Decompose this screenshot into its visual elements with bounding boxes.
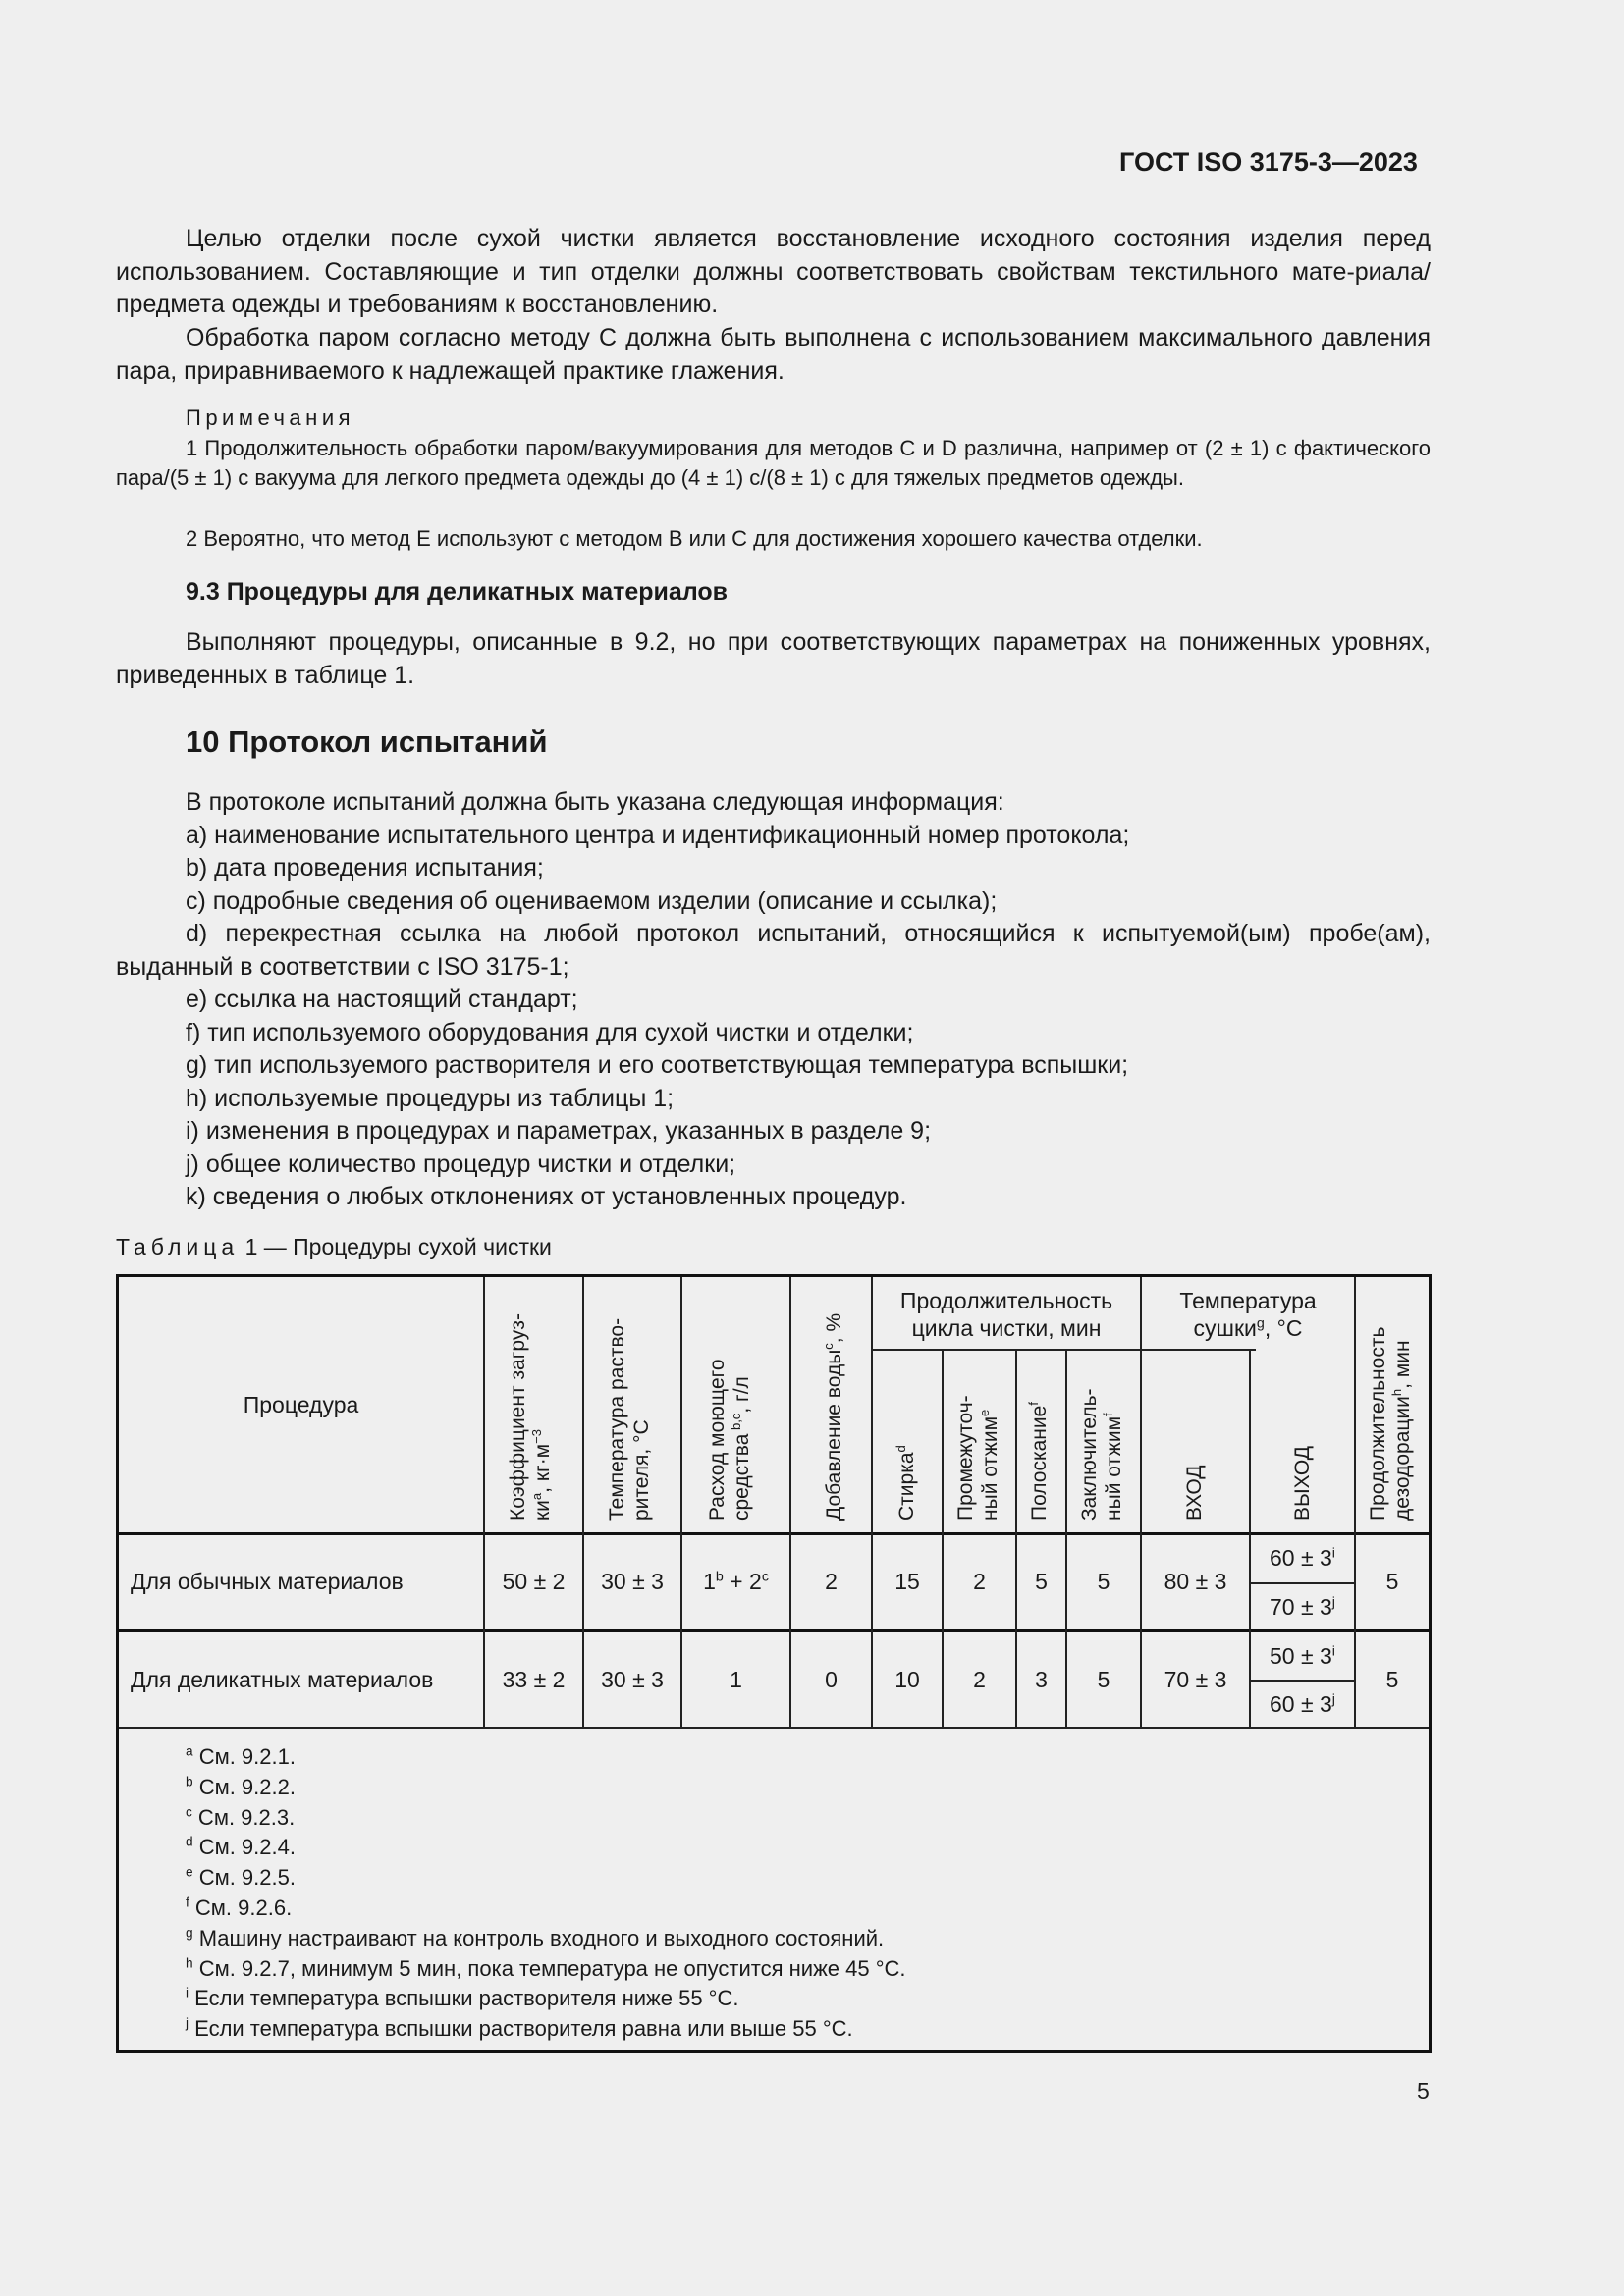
list-item: j) общее количество процедур чистки и отделки; xyxy=(186,1149,736,1178)
list-item: k) сведения о любых отклонениях от установленных процедур. xyxy=(186,1183,907,1210)
cell-temp: 30 ± 3 xyxy=(601,1666,664,1692)
list-item: b) дата проведения испытания; xyxy=(186,854,544,881)
cell-water: 0 xyxy=(825,1666,838,1692)
paragraph-finishing-purpose: Целью отделки после сухой чистки является восстановление исходного состояния изделия перед использованием. Составляющие и тип отделки должны соответствовать свойствам текстильного мате-риала/предмета одежды и требованиям к восстановлению. xyxy=(116,225,1431,318)
header-drying-temperature: Температура сушки$^g$, °C xyxy=(1179,1288,1317,1341)
note-1: 1 Продолжительность обработки паром/вакуумирования для методов C и D различна, например от (2 ± 1) с фактического пара/(5 ± 1) с вакуума для легкого предмета одежды до (4 ± 1) с/(8 ± 1) с для тяжелых предметов одежды. xyxy=(116,436,1431,490)
list-item: h) используемые процедуры из таблицы 1; xyxy=(186,1084,675,1112)
cell-inlet: 80 ± 3 xyxy=(1164,1569,1227,1594)
subsection-title-9-3: 9.3 Процедуры для деликатных материалов xyxy=(186,578,729,606)
list-item: c) подробные сведения об оцениваемом изделии (описание и ссылка); xyxy=(186,886,998,915)
header-detergent-consumption: Расход моющего средства $^{b,c}$, г/л xyxy=(706,1359,753,1521)
list-item: d) перекрестная ссылка на любой протокол испытаний, относящийся к испытуемой(ым) пробе(ам), выданный в соответствии с ISO 3175-1; xyxy=(116,920,1431,981)
cell-wash: 10 xyxy=(894,1666,920,1692)
table-caption-word: Таблица xyxy=(116,1234,240,1259)
header-outlet: ВЫХОД xyxy=(1291,1445,1314,1521)
cell-detergent: 1 xyxy=(730,1666,742,1692)
header-intermediate-spin: Промежуточ- ный отжим$^e$ xyxy=(954,1395,1001,1521)
header-final-spin: Заключитель- ный отжим$^f$ xyxy=(1078,1388,1125,1521)
grid-line xyxy=(119,1727,1429,1729)
header-solvent-temperature: Температура раство- рителя, °C xyxy=(606,1317,653,1521)
cell-outlet-1: $60 \pm 3^i$ xyxy=(1270,1545,1335,1571)
row-procedure-name: Для деликатных материалов xyxy=(131,1666,434,1692)
footnote: $^d$ См. 9.2.4. xyxy=(186,1835,296,1860)
cell-intermediate: 2 xyxy=(973,1666,986,1692)
footnote: $^i$ Если температура вспышки растворителя ниже 55 °C. xyxy=(186,1986,739,2011)
cell-outlet-1: $50 \pm 3^i$ xyxy=(1270,1642,1335,1669)
footnote: $^c$ См. 9.2.3. xyxy=(186,1804,296,1830)
cell-deodorization: 5 xyxy=(1385,1666,1399,1692)
note-2: 2 Вероятно, что метод E используют с методом B или C для достижения хорошего качества отделки. xyxy=(186,526,1203,551)
header-water-addition: Добавление воды$^c$, % xyxy=(821,1312,845,1521)
footnote: $^e$ См. 9.2.5. xyxy=(186,1864,296,1891)
cell-deodorization: 5 xyxy=(1385,1569,1399,1594)
header-cycle-duration: Продолжительность цикла чистки, мин xyxy=(899,1288,1113,1341)
dry-cleaning-procedures-table xyxy=(116,1274,1432,2053)
header-load-factor: Коэффициент загруз- $ки^a$, $кг\cdot м^{-3}$ xyxy=(507,1313,554,1521)
footnote: $^j$ Если температура вспышки растворителя равна или выше 55 °C. xyxy=(186,2015,853,2042)
cell-final: 5 xyxy=(1097,1569,1110,1594)
cell-outlet-2: $70 \pm 3^j$ xyxy=(1270,1593,1335,1620)
list-item: e) ссылка на настоящий стандарт; xyxy=(186,986,578,1013)
cell-intermediate: 2 xyxy=(973,1569,986,1594)
header-wash: Стирка$^d$ xyxy=(893,1445,918,1521)
cell-wash: 15 xyxy=(894,1569,920,1594)
document-code: ГОСТ ISO 3175-3—2023 xyxy=(1119,147,1418,177)
footnote: $^b$ См. 9.2.2. xyxy=(186,1774,296,1799)
header-deodorization: Продолжительность дезодорации$^h$, мин xyxy=(1367,1326,1414,1521)
list-item: a) наименование испытательного центра и идентификационный номер протокола; xyxy=(186,821,1130,849)
list-item: i) изменения в процедурах и параметрах, указанных в разделе 9; xyxy=(186,1117,932,1145)
row-procedure-name: Для обычных материалов xyxy=(131,1569,404,1594)
cell-load: 33 ± 2 xyxy=(502,1666,566,1692)
cell-rinse: 3 xyxy=(1035,1666,1048,1692)
page-number: 5 xyxy=(1417,2078,1430,2104)
cell-final: 5 xyxy=(1097,1666,1110,1692)
test-report-list xyxy=(116,786,1431,1214)
table-caption xyxy=(116,1234,552,1260)
cell-inlet: 70 ± 3 xyxy=(1164,1666,1227,1692)
list-item: f) тип используемого оборудования для сухой чистки и отделки; xyxy=(186,1018,914,1046)
footnote: $^a$ См. 9.2.1. xyxy=(186,1743,296,1769)
cell-detergent: $1^b + 2^c$ xyxy=(703,1569,769,1594)
table-caption-text: 1 — Процедуры сухой чистки xyxy=(244,1234,552,1259)
cell-load: 50 ± 2 xyxy=(502,1569,566,1594)
grid-line xyxy=(873,1349,1256,1351)
cell-water: 2 xyxy=(825,1569,838,1594)
paragraph-steam-treatment: Обработка паром согласно методу C должна быть выполнена с использованием максимального давления пара, приравниваемого к надлежащей практике глажения. xyxy=(116,324,1431,385)
table-footnotes xyxy=(186,1742,906,2045)
section-title-10: 10 Протокол испытаний xyxy=(186,724,548,759)
cell-temp: 30 ± 3 xyxy=(601,1569,664,1594)
header-rinse: Полоскание$^f$ xyxy=(1026,1402,1051,1521)
header-procedure: Процедура xyxy=(243,1391,359,1417)
footnote: $^f$ См. 9.2.6. xyxy=(186,1895,293,1920)
header-inlet: ВХОД xyxy=(1183,1465,1206,1521)
list-lead: В протоколе испытаний должна быть указана следующая информация: xyxy=(186,788,1004,816)
footnote: $^g$ Машину настраивают на контроль входного и выходного состояний. xyxy=(186,1925,885,1950)
paragraph-9-3: Выполняют процедуры, описанные в 9.2, но при соответствующих параметрах на пониженных уровнях, приведенных в таблице 1. xyxy=(116,628,1431,689)
cell-rinse: 5 xyxy=(1035,1569,1048,1594)
footnote: $^h$ См. 9.2.7, минимум 5 мин, пока температура не опустится ниже 45 °C. xyxy=(186,1955,906,1981)
notes-title: Примечания xyxy=(186,405,355,430)
cell-outlet-2: $60 \pm 3^j$ xyxy=(1270,1690,1335,1717)
list-item: g) тип используемого растворителя и его соответствующая температура вспышки; xyxy=(186,1051,1129,1079)
